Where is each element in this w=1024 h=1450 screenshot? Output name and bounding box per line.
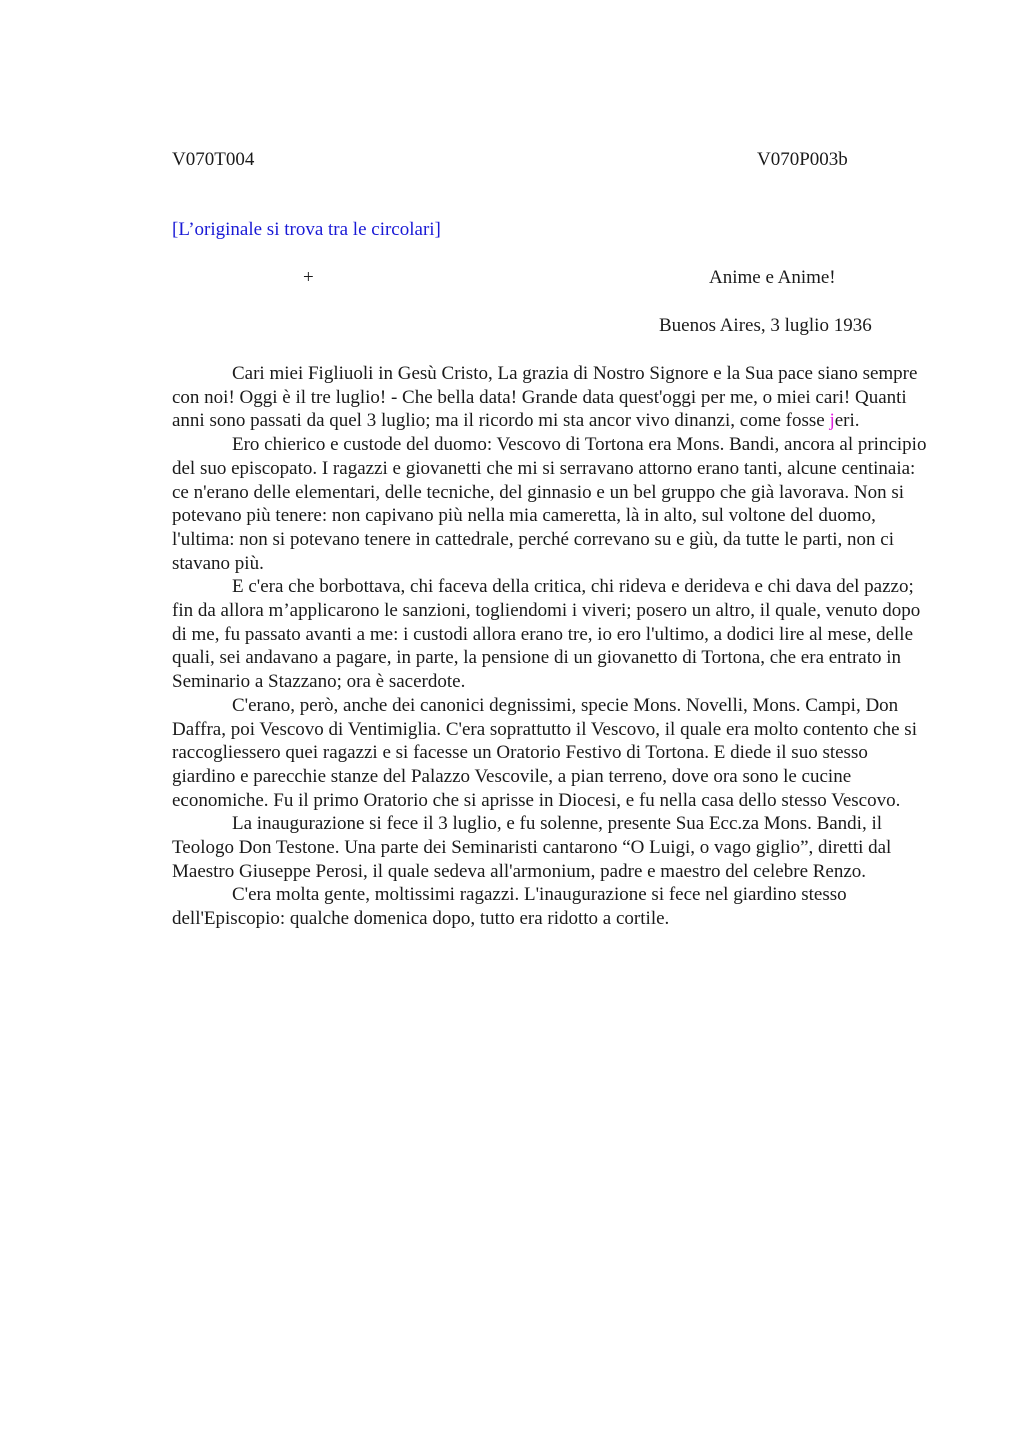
paragraph: C'erano, però, anche dei canonici degnissimi, specie Mons. Novelli, Mons. Campi, Don Daffra, poi Vescovo di Ventimiglia. C'era soprattutto il Vescovo, il quale era molto contento che si raccogliessero quei ragazzi e si facesse un Oratorio Festivo di Tortona. E diede il suo stesso giardino e parecchie stanze del Palazzo Vescovile, a pian terreno, dove ora sono le cucine economiche. Fu il primo Oratorio che si aprisse in Diocesi, e fu nella casa dello stesso Vescovo. [172, 694, 917, 811]
editorial-note: [L’originale si trova tra le circolari] [172, 219, 441, 240]
document-code-left: V070T004 [172, 149, 255, 170]
letter-title: Anime e Anime! [709, 267, 836, 288]
paragraph: E c'era che borbottava, chi faceva della critica, chi rideva e derideva e chi dava del pazzo; fin da allora m’applicarono le sanzioni, togliendomi i viveri; posero un altro, il quale, venuto dopo di me, fu passato avanti a me: i custodi allora erano tre, io ero l'ultimo, a dodici lire al mese, delle quali, sei andavano a pagare, in parte, la pensione di un giovanetto di Tortona, che era entrato in Seminario a Stazzano; ora è sacerdote. [172, 576, 921, 693]
paragraph: C'era molta gente, moltissimi ragazzi. L'inaugurazione si fece nel giardino stesso dell'Episcopio: qualche domenica dopo, tutto era ridotto a cortile. [172, 884, 847, 930]
paragraph-text: Cari miei Figliuoli in Gesù Cristo, La grazia di Nostro Signore e la Sua pace siano sempre con noi! Oggi è il tre luglio! - Che bella data! Grande data quest'oggi per me, o miei cari! Quanti anni sono passati da quel 3 luglio; ma il ricordo mi sta ancor vivo dinanzi, come fosse [172, 363, 918, 432]
paragraph [172, 362, 932, 433]
paragraph-text: eri. [834, 410, 860, 432]
dateline: Buenos Aires, 3 luglio 1936 [659, 315, 872, 336]
paragraph: La inaugurazione si fece il 3 luglio, e fu solenne, presente Sua Ecc.za Mons. Bandi, il Teologo Don Testone. Una parte dei Seminaristi cantarono “O Luigi, o vago giglio”, diretti dal Maestro Giuseppe Perosi, il quale sedeva all'armonium, padre e maestro del celebre Renzo. [172, 813, 892, 882]
highlighted-letter: j [829, 410, 835, 432]
cross-symbol: + [303, 267, 314, 288]
letter-body [172, 362, 932, 931]
document-code-right: V070P003b [757, 149, 848, 170]
paragraph: Ero chierico e custode del duomo: Vescovo di Tortona era Mons. Bandi, ancora al principio del suo episcopato. I ragazzi e giovanetti che mi si serravano attorno erano tanti, alcune centinaia: ce n'erano delle elementari, delle tecniche, del ginnasio e un bel gruppo che già lavorava. Non si potevano più tenere: non capivano più nella mia cameretta, là in alto, sul voltone del duomo, l'ultima: non si potevano tenere in cattedrale, perché correvano su e giù, da tutte le parti, non ci stavano più. [172, 434, 927, 574]
